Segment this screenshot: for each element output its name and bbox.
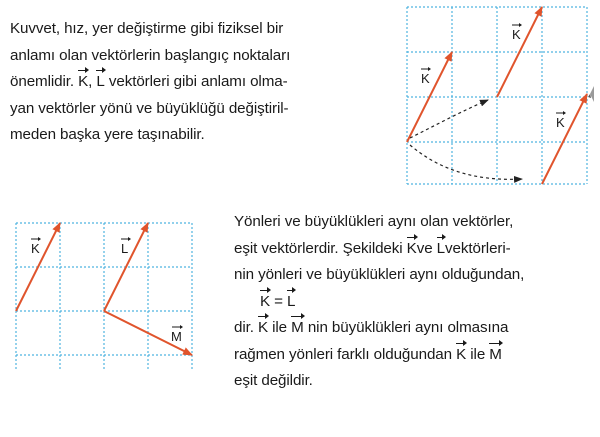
label-m (171, 325, 183, 344)
equal-vectors-figure (14, 221, 196, 373)
equal-line-5-post: nin büyüklükleri aynı olmasına (303, 319, 509, 336)
svg-text:L: L (121, 241, 129, 256)
equal-line-6-mid: ile (466, 345, 490, 363)
equal-line-5-mid: ile (268, 319, 292, 336)
equal-line-2-post: vektörleri- (445, 239, 511, 257)
vector-translation-figure (404, 4, 594, 188)
intro-line-4: yan vektörler yönü ve büyüklüğü değiştiril- (10, 99, 289, 117)
vector-symbol-l: L (437, 236, 445, 263)
equal-line-6-pre: rağmen yönleri farklı olduğundan (234, 345, 457, 363)
equal-line-3: nin yönleri ve büyüklükleri aynı olduğundan, (234, 266, 525, 283)
intro-line-1: Kuvvet, hız, yer değiştirme gibi fiziksel bir (10, 20, 284, 37)
label-k-original (421, 67, 431, 86)
dashed-arrow-lower (410, 145, 522, 179)
vector-k-translated-bottom (542, 94, 587, 184)
svg-text:K: K (512, 27, 521, 42)
vector-symbol-k: K (258, 315, 268, 342)
equal-line-5-pre: dir. (234, 319, 258, 336)
equal-line-2-mid: ve (416, 239, 437, 257)
intro-line-5: meden başka yere taşınabilir. (10, 126, 205, 143)
intro-line-3-pre: önemlidir. (10, 73, 79, 90)
vector-k-original (407, 52, 452, 142)
vector-symbol-k: K (456, 342, 466, 369)
svg-text:K: K (421, 71, 430, 86)
svg-text:K: K (31, 241, 40, 256)
dashed-arrow-upper (410, 100, 488, 138)
svg-text:M: M (171, 329, 182, 344)
intro-line-3-sep: , (88, 73, 97, 90)
equal-line-1: Yönleri ve büyüklükleri aynı olan vektörler, (234, 213, 514, 230)
vector-symbol-k: K (260, 289, 270, 316)
intro-line-2: anlamı olan vektörlerin başlangıç noktaları (10, 46, 291, 64)
equals-sign: = (270, 292, 288, 310)
intro-paragraph (10, 16, 290, 149)
equal-line-7: eşit değildir. (234, 372, 313, 389)
vector-symbol-l: L (96, 69, 104, 96)
vector-symbol-k: K (407, 236, 417, 263)
equal-vectors-paragraph (234, 209, 524, 395)
vector-symbol-m: M (489, 342, 502, 369)
equal-line-2-pre: eşit vektörlerdir. Şekildeki (234, 239, 407, 257)
equation (234, 289, 524, 316)
vector-symbol-m: M (291, 315, 304, 342)
label-k-top (512, 23, 522, 42)
vector-symbol-l: L (287, 289, 295, 316)
pencil-icon (588, 86, 594, 102)
vector-symbol-k: K (78, 69, 88, 96)
label-l (121, 237, 131, 256)
grid-left (16, 223, 192, 371)
label-k-bottom (556, 111, 566, 130)
label-k (31, 237, 41, 256)
intro-line-3-post: vektörleri gibi anlamı olma- (104, 73, 288, 90)
svg-text:K: K (556, 115, 565, 130)
